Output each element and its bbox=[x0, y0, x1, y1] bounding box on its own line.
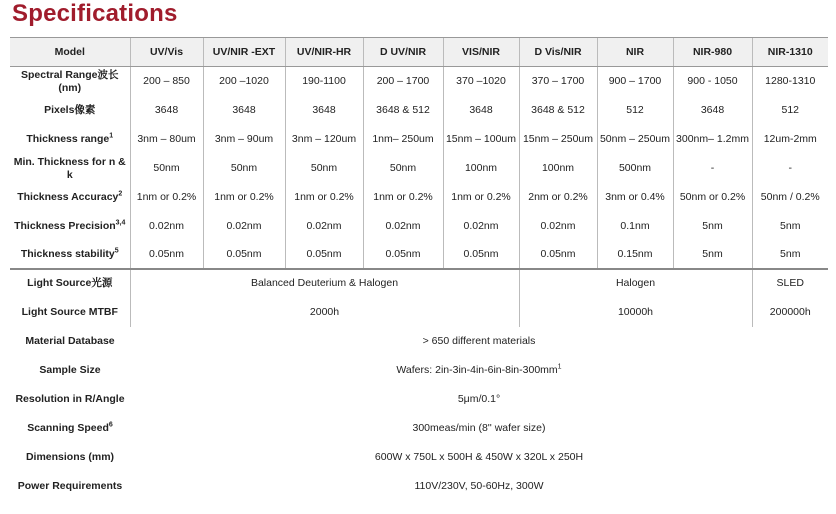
spec-row bbox=[10, 183, 828, 213]
model-header-cell: UV/NIR -EXT bbox=[203, 38, 285, 67]
spec-cell: 200 – 1700 bbox=[363, 67, 443, 97]
row-label bbox=[10, 356, 130, 385]
common-spec-value-text: 300meas/min (8'' wafer size) bbox=[412, 421, 546, 434]
spec-cell: 5nm bbox=[673, 241, 752, 269]
row-label-text: Thickness stability bbox=[20, 247, 115, 260]
spec-cell: 370 –1020 bbox=[443, 67, 519, 97]
row-label bbox=[10, 183, 130, 213]
spec-cell: 0.02nm bbox=[203, 213, 285, 241]
spec-cell: 370 – 1700 bbox=[519, 67, 597, 97]
spec-cell: 3648 & 512 bbox=[363, 97, 443, 125]
row-label bbox=[10, 472, 130, 502]
spec-cell: 100nm bbox=[519, 155, 597, 183]
row-label-text: Thickness Accuracy bbox=[17, 191, 119, 203]
spec-cell: 3648 bbox=[203, 97, 285, 125]
common-spec-value bbox=[130, 385, 828, 414]
spec-cell: 50nm – 250um bbox=[597, 125, 673, 155]
spec-cell: 5nm bbox=[673, 213, 752, 241]
spec-row bbox=[10, 97, 828, 125]
model-header-cell: D UV/NIR bbox=[363, 38, 443, 67]
footnote-marker: 1 bbox=[109, 132, 114, 140]
spec-cell: 500nm bbox=[597, 155, 673, 183]
common-spec-row bbox=[10, 414, 828, 443]
spec-cell: 1280-1310 bbox=[752, 67, 828, 97]
row-label bbox=[10, 443, 130, 472]
footnote-marker: 1 bbox=[557, 363, 562, 370]
spec-cell: 5nm bbox=[752, 241, 828, 269]
light-mtbf-group: 2000h bbox=[130, 298, 519, 327]
light-source-group: Balanced Deuterium & Halogen bbox=[130, 269, 519, 298]
spec-cell: 15nm – 100um bbox=[443, 125, 519, 155]
spec-cell: 200 –1020 bbox=[203, 67, 285, 97]
row-label-text: Scanning Speed bbox=[27, 421, 109, 434]
spec-cell: 3648 bbox=[130, 97, 203, 125]
model-header-cell: NIR-980 bbox=[673, 38, 752, 67]
spec-cell: 0.05nm bbox=[285, 241, 363, 269]
spec-cell: 190-1100 bbox=[285, 67, 363, 97]
spec-cell: 5nm bbox=[752, 213, 828, 241]
spec-cell: 0.1nm bbox=[597, 213, 673, 241]
row-label: Light Source MTBF bbox=[21, 305, 118, 318]
spec-cell: - bbox=[752, 155, 828, 183]
common-spec-row bbox=[10, 356, 828, 385]
spec-cell: 0.02nm bbox=[130, 213, 203, 241]
common-spec-row bbox=[10, 327, 828, 356]
row-label bbox=[10, 67, 130, 97]
row-label bbox=[10, 125, 130, 155]
spec-cell: 1nm or 0.2% bbox=[443, 183, 519, 213]
light-source-group: SLED bbox=[752, 269, 828, 298]
spec-cell: 0.02nm bbox=[363, 213, 443, 241]
common-spec-value bbox=[130, 356, 828, 385]
spec-cell: 3nm or 0.4% bbox=[597, 183, 673, 213]
row-label bbox=[10, 97, 130, 125]
common-spec-value-text: > 650 different materials bbox=[422, 334, 536, 347]
spec-cell: 3nm – 80um bbox=[130, 125, 203, 155]
footnote-marker: 6 bbox=[108, 421, 113, 428]
spec-cell: 3648 bbox=[443, 97, 519, 125]
spec-cell: 50nm bbox=[130, 155, 203, 183]
spec-cell: 2nm or 0.2% bbox=[519, 183, 597, 213]
spec-cell: 15nm – 250um bbox=[519, 125, 597, 155]
spec-cell: 1nm or 0.2% bbox=[285, 183, 363, 213]
common-spec-value-text: Wafers: 2in-3in-4in-6in-8in-300mm bbox=[396, 363, 558, 376]
common-spec-value-text: 110V/230V, 50-60Hz, 300W bbox=[414, 480, 544, 492]
common-spec-value bbox=[130, 443, 828, 472]
spec-cell: 3nm – 90um bbox=[203, 125, 285, 155]
row-label-text: Spectral Range波长 (nm) bbox=[21, 68, 119, 94]
model-header-cell: D Vis/NIR bbox=[519, 38, 597, 67]
row-label-text: Dimensions (mm) bbox=[25, 450, 115, 463]
row-label-text: Thickness Precision bbox=[14, 220, 116, 232]
light-mtbf-row bbox=[10, 298, 828, 327]
spec-cell: 0.02nm bbox=[285, 213, 363, 241]
spec-cell: 1nm or 0.2% bbox=[130, 183, 203, 213]
row-label bbox=[10, 213, 130, 241]
spec-cell: 3648 bbox=[285, 97, 363, 125]
row-label-text: Sample Size bbox=[39, 363, 101, 376]
row-label bbox=[10, 385, 130, 414]
common-spec-value bbox=[130, 472, 828, 502]
spec-cell: 0.05nm bbox=[203, 241, 285, 269]
row-label-text: Pixels像素 bbox=[44, 104, 96, 116]
light-source-row bbox=[10, 269, 828, 298]
spec-row bbox=[10, 125, 828, 155]
common-spec-row bbox=[10, 443, 828, 472]
spec-cell: 0.15nm bbox=[597, 241, 673, 269]
model-header-cell: UV/NIR-HR bbox=[285, 38, 363, 67]
spec-cell: 512 bbox=[597, 97, 673, 125]
spec-cell: 3648 & 512 bbox=[519, 97, 597, 125]
model-header-cell: NIR-1310 bbox=[752, 38, 828, 67]
spec-cell: 1nm or 0.2% bbox=[363, 183, 443, 213]
row-label-text: Thickness range bbox=[26, 133, 110, 145]
spec-cell: 0.05nm bbox=[519, 241, 597, 269]
spec-cell: - bbox=[673, 155, 752, 183]
common-spec-value-text: 5μm/0.1° bbox=[457, 392, 501, 405]
spec-row bbox=[10, 67, 828, 97]
spec-cell: 900 - 1050 bbox=[673, 67, 752, 97]
row-label: Light Source光源 bbox=[27, 277, 113, 289]
model-header-cell: VIS/NIR bbox=[443, 38, 519, 67]
common-spec-row bbox=[10, 385, 828, 414]
spec-cell: 50nm or 0.2% bbox=[673, 183, 752, 213]
spec-cell: 12um-2mm bbox=[752, 125, 828, 155]
row-label-text: Material Database bbox=[25, 334, 115, 347]
model-header-cell: UV/Vis bbox=[130, 38, 203, 67]
spec-cell: 1nm– 250um bbox=[363, 125, 443, 155]
row-label-text: Resolution in R/Angle bbox=[15, 392, 125, 405]
light-mtbf-group: 10000h bbox=[519, 298, 752, 327]
spec-cell: 0.02nm bbox=[519, 213, 597, 241]
row-label bbox=[10, 241, 130, 269]
common-spec-value bbox=[130, 414, 828, 443]
light-mtbf-group: 200000h bbox=[752, 298, 828, 327]
spec-row bbox=[10, 241, 828, 269]
spec-cell: 100nm bbox=[443, 155, 519, 183]
spec-cell: 50nm bbox=[363, 155, 443, 183]
footnote-marker: 5 bbox=[114, 247, 119, 254]
spec-cell: 3nm – 120um bbox=[285, 125, 363, 155]
spec-cell: 300nm– 1.2mm bbox=[673, 125, 752, 155]
spec-cell: 50nm bbox=[285, 155, 363, 183]
row-label-text: Power Requirements bbox=[17, 480, 123, 492]
footnote-marker: 2 bbox=[118, 190, 123, 198]
spec-cell: 900 – 1700 bbox=[597, 67, 673, 97]
spec-row bbox=[10, 155, 828, 183]
row-label-text: Min. Thickness for n & k bbox=[13, 155, 126, 181]
page-title: Specifications bbox=[12, 0, 178, 27]
row-label bbox=[10, 414, 130, 443]
row-label bbox=[10, 155, 130, 183]
spec-cell: 512 bbox=[752, 97, 828, 125]
common-spec-value-text: 600W x 750L x 500H & 450W x 320L x 250H bbox=[374, 450, 584, 463]
spec-row bbox=[10, 213, 828, 241]
model-header: Model bbox=[10, 38, 130, 67]
spec-cell: 3648 bbox=[673, 97, 752, 125]
header-row bbox=[10, 38, 828, 67]
common-spec-value bbox=[130, 327, 828, 356]
spec-cell: 50nm / 0.2% bbox=[752, 183, 828, 213]
row-label bbox=[10, 327, 130, 356]
spec-cell: 0.02nm bbox=[443, 213, 519, 241]
specifications-table bbox=[10, 37, 828, 502]
spec-cell: 200 – 850 bbox=[130, 67, 203, 97]
spec-cell: 50nm bbox=[203, 155, 285, 183]
spec-cell: 0.05nm bbox=[130, 241, 203, 269]
light-source-group: Halogen bbox=[519, 269, 752, 298]
model-header-cell: NIR bbox=[597, 38, 673, 67]
spec-cell: 1nm or 0.2% bbox=[203, 183, 285, 213]
common-spec-row bbox=[10, 472, 828, 502]
spec-cell: 0.05nm bbox=[443, 241, 519, 269]
footnote-marker: 3,4 bbox=[115, 219, 126, 227]
spec-cell: 0.05nm bbox=[363, 241, 443, 269]
